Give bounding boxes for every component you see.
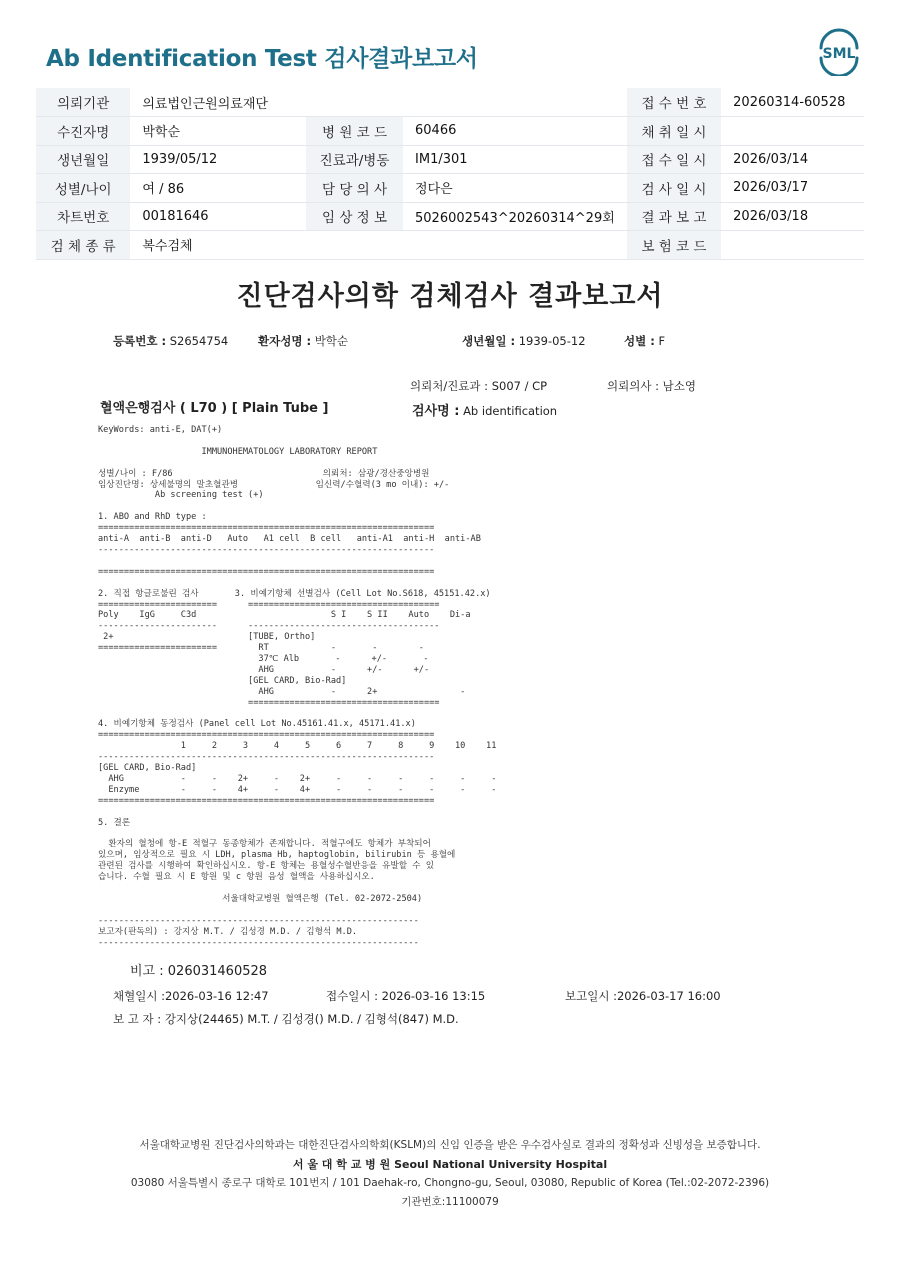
received-time: 접수일시 : 2026-03-16 13:15 [326, 989, 486, 1003]
dept-line: 의뢰처/진료과 : S007 / CP [410, 379, 548, 393]
info-label: 검 체 종 류 [36, 231, 130, 260]
info-value: 60466 [403, 117, 627, 146]
reporter-line [113, 1011, 459, 1027]
info-label: 생년월일 [36, 145, 130, 174]
info-empty [306, 88, 403, 117]
info-row [36, 145, 864, 174]
info-label: 보 험 코 드 [627, 231, 721, 260]
testname-label: 검사명 : [412, 404, 460, 419]
info-empty [403, 88, 627, 117]
info-empty [403, 231, 627, 260]
info-value: 박학순 [130, 117, 306, 146]
sex-line [624, 333, 665, 349]
info-label: 결 과 보 고 [627, 202, 721, 231]
info-value: 5026002543^20260314^29회 [403, 202, 627, 231]
info-value: 여 / 86 [130, 174, 306, 203]
page-title: Ab Identification Test 검사결과보고서 [46, 46, 478, 72]
collected-time: 채혈일시 :2026-03-16 12:47 [113, 989, 269, 1003]
reporter-value: 강지상(24465) M.T. / 김성경() M.D. / 김형석(847) M.D. [164, 1012, 459, 1026]
info-value: 2026/03/17 [721, 174, 864, 203]
info-label: 검 사 일 시 [627, 174, 721, 203]
info-value: 복수검체 [130, 231, 306, 260]
patient-label: 환자성명 : [258, 334, 312, 348]
info-label: 수진자명 [36, 117, 130, 146]
info-value: 1939/05/12 [130, 145, 306, 174]
info-row [36, 231, 864, 260]
info-empty [306, 231, 403, 260]
footer-address: 03080 서울특별시 종로구 대학로 101번지 / 101 Daehak-ro, Chongno-gu, Seoul, 03080, Republic of Korea (Tel.:02-2072-2396) [130, 1177, 770, 1189]
report-heading: 진단검사의학 검체검사 결과보고서 [236, 281, 664, 312]
info-label: 차트번호 [36, 202, 130, 231]
dob-line [462, 333, 586, 349]
dob-value: 1939-05-12 [518, 334, 586, 348]
info-value [721, 231, 864, 260]
info-value: 00181646 [130, 202, 306, 231]
sex-value: F [658, 334, 666, 348]
info-label: 접 수 번 호 [627, 88, 721, 117]
info-row [36, 88, 864, 117]
info-value: 정다은 [403, 174, 627, 203]
remarks-value: 026031460528 [167, 964, 268, 979]
info-value: 20260314-60528 [721, 88, 864, 117]
lab-report-body: KeyWords: anti-E, DAT(+) IMMUNOHEMATOLOGY LABORATORY REPORT 성별/나이 : F/86 의뢰처: 삼광/경산중앙병원 임상진단명: 상세불명의 말초혈관병 임신력/수혈력(3 mo 이내): +/- Ab screening test (+) 1. ABO and RhD type : ================================================================= anti-A anti-B anti-D Auto A1 cell B cell anti-A1 anti-H anti-AB ----------------------------------------------------------------- ================================================================= 2. 직접 항글로불린 검사 3. 비예기항체 선별검사 (Cell Lot No.S618, 45151.42.x) ======================= ===================================== Poly IgG C3d S I S II Auto Di-a ----------------------- ------------------------------------- 2+ [TUBE, Ortho] ======================= RT - - - 37℃ Alb - +/- - AHG - +/- +/- [GEL CARD, Bio-Rad] AHG - 2+ - ===================================== 4. 비예기항체 동정검사 (Panel cell Lot No.45161.41.x, 45171.41.x) ================================================================= 1 2 3 4 5 6 7 8 9 10 11 ----------------------------------------------------------------- [GEL CARD, Bio-Rad] AHG - - 2+ - 2+ - - - - - - Enzyme - - 4+ - 4+ - - - - - - ================================================================= 5. 결론 환자의 혈청에 항-E 적혈구 동종항체가 존재합니다. 적혈구에도 항체가 부착되어 있으며, 임상적으로 필요 시 LDH, plasma Hb, haptoglobin, bilirubin 등 용혈에 관련된 검사를 시행하여 확인하십시오. 항-E 항체는 용혈성수혈반응을 유발할 수 있 습니다. 수혈 필요 시 E 항원 및 c 항원 음성 혈액을 사용하십시오. 서울대학교병원 혈액은행 (Tel. 02-2072-2504) -------------------------------------------------------------- 보고자(판독의) : 강지상 M.T. / 김성경 M.D. / 김형석 M.D. -------------------------------------------------------------- [98, 425, 497, 948]
footer-certification: 서울대학교병원 진단검사의학과는 대한진단검사의학회(KSLM)의 신임 인증을 받은 우수검사실로 결과의 정확성과 신빙성을 보증합니다. [139, 1139, 761, 1151]
registration-line [113, 333, 228, 349]
dob-label: 생년월일 : [462, 334, 516, 348]
info-label: 담 당 의 사 [306, 174, 403, 203]
info-label: 임 상 정 보 [306, 202, 403, 231]
reg-value: S2654754 [169, 334, 229, 348]
info-label: 접 수 일 시 [627, 145, 721, 174]
patient-value: 박학순 [314, 334, 349, 348]
sex-label: 성별 : [624, 334, 655, 348]
testname-value: Ab identification [463, 404, 558, 418]
footer-hospital-name: 서 울 대 학 교 병 원 Seoul National University Hospital [292, 1158, 608, 1171]
logo-text: SML [822, 46, 856, 62]
footer [0, 1136, 900, 1212]
reporter-label: 보 고 자 : [113, 1012, 162, 1026]
info-label: 채 취 일 시 [627, 117, 721, 146]
footer-institution-number: 기관번호:11100079 [401, 1196, 499, 1208]
info-value [721, 117, 864, 146]
test-name-line [412, 400, 557, 419]
info-label: 성별/나이 [36, 174, 130, 203]
reg-label: 등록번호 : [113, 334, 167, 348]
info-value: 2026/03/18 [721, 202, 864, 231]
info-label: 진료과/병동 [306, 145, 403, 174]
patient-info-table [36, 88, 864, 260]
remarks-line [130, 960, 267, 979]
info-label: 의뢰기관 [36, 88, 130, 117]
reported-time: 보고일시 :2026-03-17 16:00 [565, 989, 721, 1003]
info-value: 의료법인근원의료재단 [130, 88, 306, 117]
patient-name-line [258, 333, 348, 349]
info-row [36, 174, 864, 203]
remarks-label: 비고 : [130, 964, 164, 979]
info-row [36, 117, 864, 146]
info-label: 병 원 코 드 [306, 117, 403, 146]
info-value: IM1/301 [403, 145, 627, 174]
info-value: 2026/03/14 [721, 145, 864, 174]
doctor-line: 의뢰의사 : 남소영 [607, 379, 696, 393]
info-row [36, 202, 864, 231]
sml-logo [815, 28, 863, 76]
test-title: 혈액은행검사 ( L70 ) [ Plain Tube ] [100, 401, 329, 416]
